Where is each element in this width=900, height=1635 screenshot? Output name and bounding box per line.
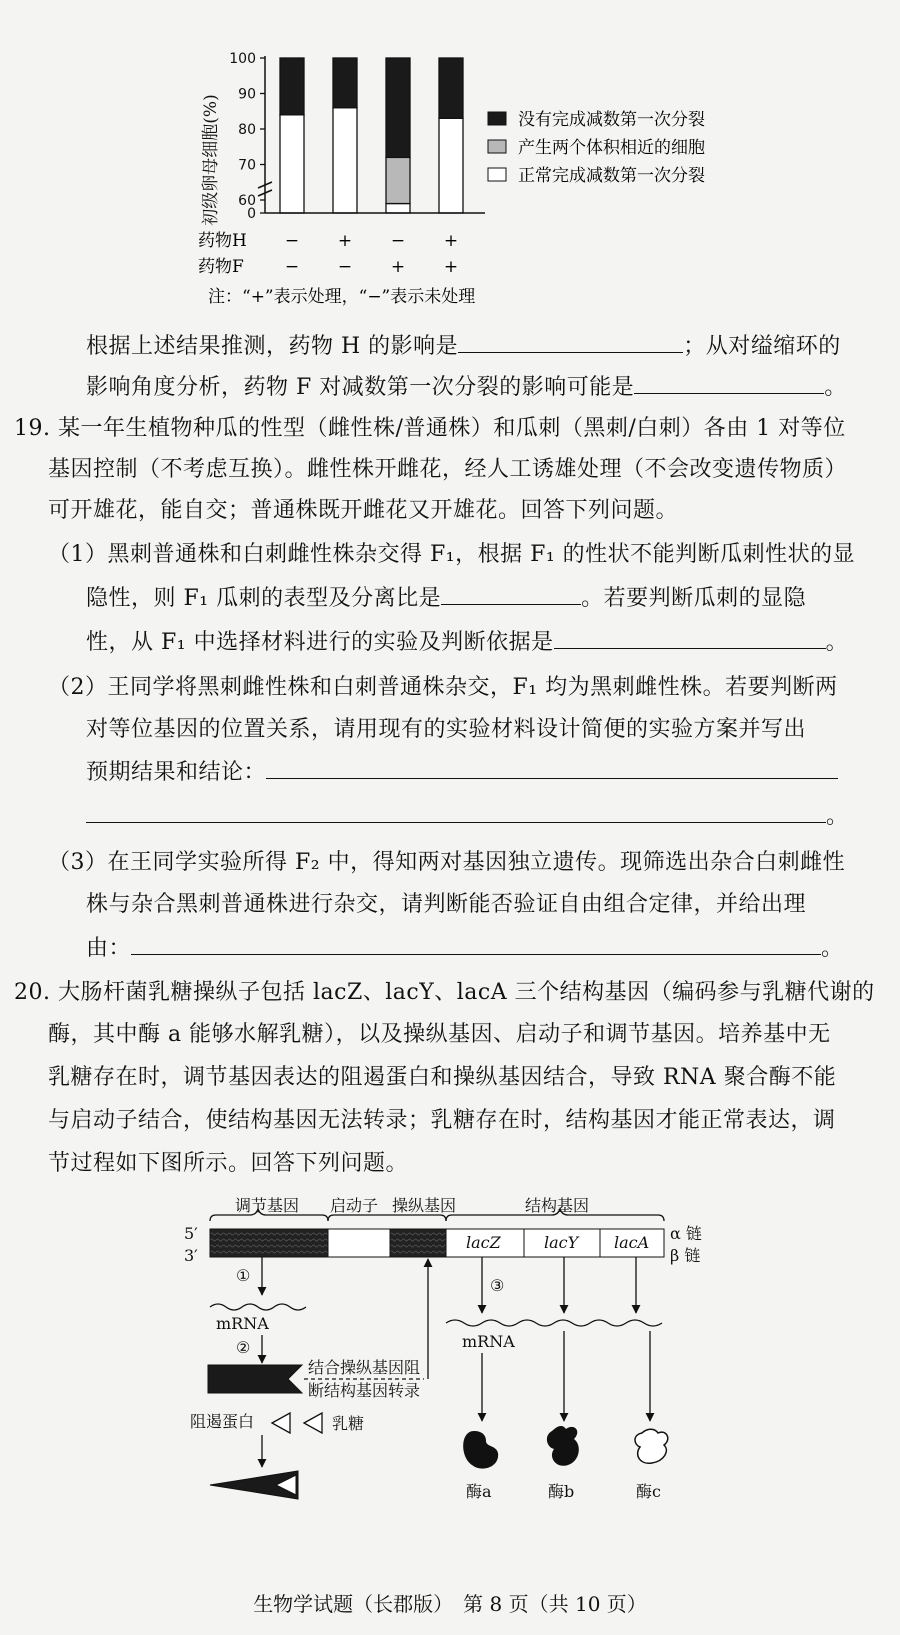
chart-ylabel: 初级卵母细胞(%) — [201, 94, 221, 226]
chart-y-ticks — [229, 51, 265, 222]
legend-label-incomplete: 没有完成减数第一次分裂 — [518, 110, 705, 130]
q19-part1-line-3: 性，从 F₁ 中选择材料进行的实验及判断依据是 。 — [86, 626, 848, 658]
q18-line-2: 影响角度分析，药物 F 对减数第一次分裂的影响可能是 。 — [86, 371, 847, 403]
chart-legend — [488, 110, 705, 186]
treatment-sign: − — [337, 257, 353, 277]
treatment-sign: − — [284, 231, 300, 251]
enzyme-a-label: 酶a — [466, 1482, 492, 1501]
lac-operon-diagram — [180, 1195, 740, 1580]
dna-promoter — [328, 1229, 390, 1257]
treatment-sign: + — [443, 257, 459, 277]
q20-line-5: 节过程如下图所示。回答下列问题。 — [48, 1151, 409, 1176]
treatment-sign: + — [443, 231, 459, 251]
repressor-binding-text-2: 断结构基因转录 — [308, 1381, 421, 1400]
bar-segment-2-1 — [333, 108, 357, 213]
repressor-protein-shape — [208, 1365, 302, 1393]
chart-bars — [280, 58, 463, 213]
repressor-label: 阻遏蛋白 — [190, 1412, 255, 1431]
legend-label-normal: 正常完成减数第一次分裂 — [518, 166, 705, 186]
label-regulator-gene: 调节基因 — [235, 1196, 300, 1215]
page-footer: 生物学试题（长郡版） 第 8 页（共 10 页） — [253, 1592, 647, 1616]
q19-line-2: 基因控制（不考虑互换）。雌性株开雌花，经人工诱雄处理（不会改变遗传物质） — [48, 457, 848, 482]
treatment-signs — [285, 231, 458, 277]
enzyme-b-shape — [547, 1426, 579, 1466]
q19-part2-line-4: 。 — [86, 800, 849, 832]
treatment-sign: − — [284, 257, 300, 277]
y-tick-label: 70 — [238, 157, 256, 174]
q20-line-3: 乳糖存在时，调节基因表达的阻遏蛋白和操纵基因结合，导致 RNA 聚合酶不能 — [48, 1065, 837, 1090]
enzyme-c-label: 酶c — [636, 1482, 661, 1501]
strand-3-prime: 3′ — [184, 1246, 198, 1265]
mrna-structural-wave — [446, 1320, 662, 1326]
y-tick-label: 0 — [247, 206, 256, 222]
treatment-sign: + — [337, 231, 353, 251]
answer-blank-reason[interactable] — [131, 932, 821, 955]
q20-line-1: 20. 大肠杆菌乳糖操纵子包括 lacZ、lacY、lacA 三个结构基因（编码参与乳糖代谢的 — [14, 980, 875, 1005]
legend-swatch-black — [488, 112, 506, 125]
bar-segment-4-3 — [439, 58, 463, 118]
answer-blank-h[interactable] — [458, 330, 683, 353]
q19-part2-line-2: 对等位基因的位置关系，请用现有的实验材料设计简便的实验方案并写出 — [86, 717, 807, 742]
answer-blank-ratio[interactable] — [441, 582, 581, 605]
bar-segment-3-2 — [386, 157, 410, 203]
y-tick-label: 100 — [229, 51, 256, 67]
q19-part3-line-2: 株与杂合黑刺普通株进行杂交，请判断能否验证自由组合定律，并给出理 — [86, 892, 807, 917]
answer-blank-scheme-1[interactable] — [266, 756, 838, 779]
bar-segment-3-3 — [386, 58, 410, 157]
q20-line-4: 与启动子结合，使结构基因无法转录；乳糖存在时，结构基因才能正常表达，调 — [48, 1108, 836, 1133]
step-2-label: ② — [236, 1338, 251, 1357]
bar-segment-3-1 — [386, 204, 410, 213]
label-structural-genes: 结构基因 — [525, 1196, 590, 1215]
q19-part1-line-1: （1）黑刺普通株和白刺雌性株杂交得 F₁，根据 F₁ 的性状不能判断瓜刺性状的显 — [48, 542, 856, 567]
q19-part2-line-3: 预期结果和结论： — [86, 756, 838, 788]
lactose-label: 乳糖 — [332, 1414, 365, 1433]
q19-part3-line-1: （3）在王同学实验所得 F₂ 中，得知两对基因独立遗传。现筛选出杂合白刺雌性 — [48, 850, 846, 875]
lactose-triangle-2 — [304, 1413, 322, 1433]
q19-line-1: 19. 某一年生植物种瓜的性型（雌性株/普通株）和瓜刺（黑刺/白刺）各由 1 对等位 — [14, 416, 846, 441]
mrna-regulator-wave — [210, 1304, 306, 1310]
bar-segment-1-3 — [280, 58, 304, 115]
q19-part3-line-3: 由： 。 — [86, 932, 844, 964]
bar-segment-2-3 — [333, 58, 357, 108]
answer-blank-scheme-2[interactable] — [86, 800, 826, 823]
answer-blank-f[interactable] — [634, 371, 824, 394]
treatment-label-f: 药物F — [198, 257, 244, 277]
treatment-sign: − — [390, 231, 406, 251]
enzyme-b-label: 酶b — [548, 1482, 575, 1501]
gene-label-lacZ: lacZ — [466, 1233, 501, 1252]
strand-5-prime: 5′ — [184, 1224, 198, 1243]
gene-label-lacY: lacY — [544, 1233, 579, 1252]
enzyme-a-shape — [463, 1431, 498, 1469]
enzyme-c-shape — [635, 1429, 668, 1463]
q19-part2-line-1: （2）王同学将黑刺雌性株和白刺普通株杂交，F₁ 均为黑刺雌性株。若要判断两 — [48, 675, 838, 700]
q18-line-1: 根据上述结果推测，药物 H 的影响是 ；从对缢缩环的 — [86, 330, 841, 362]
dna-regulator-gene — [210, 1229, 328, 1257]
mrna-label-left: mRNA — [216, 1314, 269, 1333]
q19-part1-line-2: 隐性，则 F₁ 瓜刺的表型及分离比是 。若要判断瓜刺的显隐 — [86, 582, 806, 614]
chart-note: 注：“+”表示处理，“−”表示未处理 — [208, 287, 476, 307]
bar-segment-4-1 — [439, 118, 463, 213]
dna-operator — [390, 1229, 446, 1257]
lactose-triangle-1 — [272, 1413, 290, 1433]
step-1-label: ① — [236, 1266, 251, 1285]
bar-segment-1-1 — [280, 115, 304, 213]
label-alpha-strand: α 链 — [670, 1224, 702, 1243]
answer-blank-dominance[interactable] — [554, 626, 826, 649]
repressor-binding-text-1: 结合操纵基因阻 — [308, 1358, 421, 1377]
label-beta-strand: β 链 — [670, 1246, 701, 1265]
label-promoter: 启动子 — [330, 1196, 379, 1215]
treatment-label-h: 药物H — [198, 231, 247, 251]
q19-line-3: 可开雄花，能自交；普通株既开雌花又开雄花。回答下列问题。 — [48, 498, 679, 523]
brace-promoter-operator — [328, 1215, 446, 1221]
legend-label-similar-cells: 产生两个体积相近的细胞 — [518, 138, 705, 158]
treatment-sign: + — [390, 257, 406, 277]
oocyte-stacked-bar-chart — [180, 40, 740, 315]
legend-swatch-gray — [488, 140, 506, 153]
gene-label-lacA: lacA — [614, 1233, 650, 1252]
y-tick-label: 60 — [238, 193, 256, 209]
step-3-label: ③ — [490, 1276, 505, 1295]
y-tick-label: 80 — [238, 122, 256, 138]
q20-line-2: 酶，其中酶 a 能够水解乳糖），以及操纵基因、启动子和调节基因。培养基中无 — [48, 1022, 831, 1047]
label-operator: 操纵基因 — [392, 1196, 457, 1215]
legend-swatch-white — [488, 168, 506, 181]
mrna-label-right: mRNA — [462, 1332, 515, 1351]
y-tick-label: 90 — [238, 86, 256, 103]
